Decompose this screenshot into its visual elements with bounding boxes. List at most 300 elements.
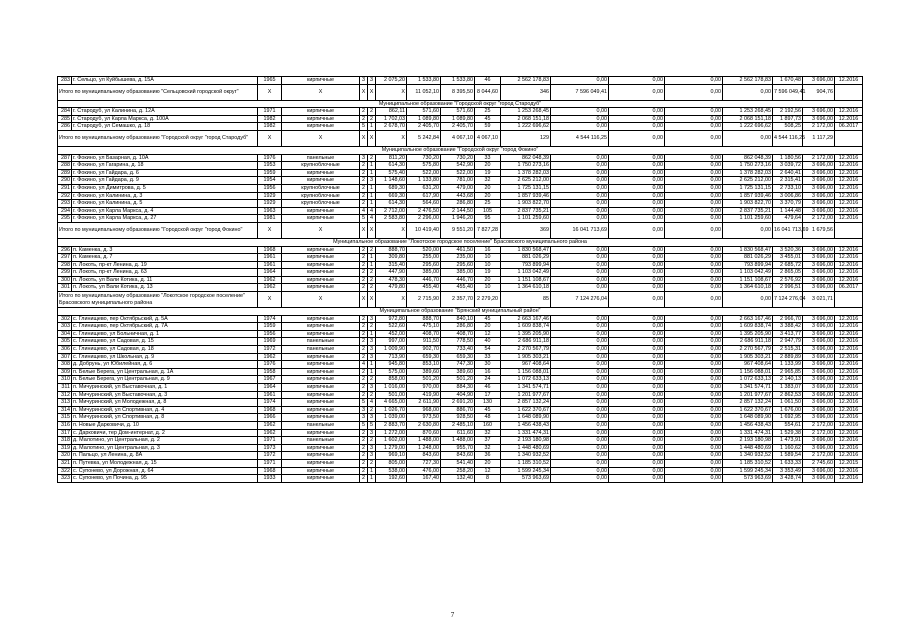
cost-per-sqm: 2 515,31 [773,346,803,354]
max-cost-per-sqm: 3 696,00 [803,184,835,192]
owner-funds: 1 395 205,90 [723,330,773,338]
completion-date: 12.2016 [835,346,863,354]
federal-funds: 0,00 [551,421,609,429]
living-area: 11 052,10 [407,84,441,100]
residents: 105 [475,207,501,215]
owner-funds: 1 622 370,67 [723,406,773,414]
owner-funds: 2 663 167,46 [723,315,773,323]
floors: 2 [360,384,368,392]
federal-funds: 4 544 116,25 [551,130,609,146]
max-cost-per-sqm: 3 696,00 [803,192,835,200]
row-number: 314 [58,406,72,414]
total-area: 858,00 [376,376,407,384]
regional-funds: 0,00 [609,162,665,170]
max-cost-per-sqm: 3 696,00 [803,414,835,422]
living-area: 476,00 [407,467,441,475]
max-cost-per-sqm: 3 696,00 [803,169,835,177]
floors: 2 [360,346,368,354]
local-funds: 0,00 [665,421,723,429]
residents: 46 [475,384,501,392]
federal-funds: 0,00 [551,192,609,200]
total-area: 522,60 [376,323,407,331]
residential-area: 389,60 [441,368,475,376]
max-cost-per-sqm: 3 696,00 [803,406,835,414]
cost-per-sqm: 1 633,33 [773,459,803,467]
living-area: 1 533,80 [407,77,441,85]
max-cost-per-sqm: 3 696,00 [803,276,835,284]
total-area: 1 026,70 [376,406,407,414]
cost-per-sqm: 2 865,05 [773,269,803,277]
total-area: 478,30 [376,276,407,284]
wall-material: кирпичные [282,368,360,376]
page-number: 7 [450,611,455,619]
address: г. Стародуб, ул Калинина, д. 12А [72,108,258,116]
year-built: 1972 [258,346,282,354]
residents: 25 [475,200,501,208]
local-funds: 0,00 [665,177,723,185]
wall-material: панельные [282,154,360,162]
year-built: X [258,84,282,100]
table-row [58,437,863,445]
year-built: 1954 [258,177,282,185]
total-area: 315,40 [376,261,407,269]
regional-funds: 0,00 [609,77,665,85]
living-area: 455,40 [407,284,441,292]
year-built: 1971 [258,437,282,445]
entrances: 3 [368,429,376,437]
federal-funds: 0,00 [551,361,609,369]
total-area: 1 009,90 [376,346,407,354]
owner-funds: 2 562 178,83 [723,77,773,85]
entrances: 1 [368,192,376,200]
residents: 17 [475,391,501,399]
total-cost: 1 830 568,47 [501,246,551,254]
max-cost-per-sqm: 3 696,00 [803,368,835,376]
total-cost: 1 609 838,74 [501,323,551,331]
residential-area: 4 067,10 [441,130,475,146]
address: г. Фокино, ул Гайдара, д. 6 [72,169,258,177]
total-cost: 1 750 273,16 [501,162,551,170]
row-number: 309 [58,368,72,376]
cost-per-sqm: 2 640,41 [773,169,803,177]
living-area: 2 611,90 [407,399,441,407]
completion-date: 12.2016 [835,192,863,200]
entrances: X [368,84,376,100]
max-cost-per-sqm: 3 696,00 [803,353,835,361]
floors: 2 [360,437,368,445]
living-area: 1 089,80 [407,115,441,123]
municipality-title: Муниципальное образование "Городской округ "город Фокино" [58,146,863,154]
cost-per-sqm: 3 039,72 [773,162,803,170]
local-funds: 0,00 [665,130,723,146]
residents: 12 [475,467,501,475]
max-cost-per-sqm: 3 696,00 [803,162,835,170]
owner-funds: 793 899,94 [723,261,773,269]
table-row [58,207,863,215]
residential-area: 571,60 [441,108,475,116]
table-row [58,284,863,292]
total-area: 2 712,00 [376,207,407,215]
completion-date: 12.2016 [835,169,863,177]
entrances: X [368,222,376,238]
completion-date: 12.2016 [835,437,863,445]
total-area: 1 039,00 [376,414,407,422]
floors: X [360,222,368,238]
row-number: 291 [58,184,72,192]
living-area: 520,00 [407,246,441,254]
residents: 24 [475,376,501,384]
address: п. Локоть, ул Вали Котика, д. 13 [72,284,258,292]
table-row [58,361,863,369]
floors: 2 [360,200,368,208]
completion-date: 12.2016 [835,444,863,452]
total-area: 575,00 [376,368,407,376]
cost-per-sqm: 1 180,56 [773,154,803,162]
completion-date: 06.2017 [835,123,863,131]
total-cost: 2 686 911,18 [501,338,551,346]
residential-area: 446,70 [441,276,475,284]
table-row [58,276,863,284]
year-built: X [258,292,282,308]
local-funds: 0,00 [665,346,723,354]
entrances: 2 [368,115,376,123]
table-row [58,215,863,223]
owner-funds: 1 599 245,34 [723,467,773,475]
total-cost: 1 253 268,45 [501,108,551,116]
entrances: 1 [368,467,376,475]
entrances: 1 [368,169,376,177]
entrances: 3 [368,414,376,422]
owner-funds: 1 101 259,60 [723,215,773,223]
completion-date: 12.2016 [835,207,863,215]
max-cost-per-sqm: 3 696,00 [803,399,835,407]
completion-date: 12.2016 [835,414,863,422]
cost-per-sqm: 3 370,79 [773,200,803,208]
table-row [58,192,863,200]
cost-per-sqm: 554,61 [773,421,803,429]
wall-material: кирпичные [282,475,360,483]
entrances: 2 [368,108,376,116]
floors: 2 [360,284,368,292]
max-cost-per-sqm: 3 696,00 [803,323,835,331]
total-cost: 1 456 438,43 [501,421,551,429]
subtotal-label: Итого по муниципальному образованию "Локотское городское поселение" Брасовского муниципального района [58,292,258,308]
completion-date: 12.2016 [835,261,863,269]
year-built: 1972 [258,452,282,460]
federal-funds: 0,00 [551,276,609,284]
entrances: 2 [368,246,376,254]
residential-area: 286,80 [441,200,475,208]
total-area: 972,80 [376,315,407,323]
residents: 8 [475,475,501,483]
section-header-row [58,308,863,316]
living-area: 2 476,50 [407,207,441,215]
owner-funds: 1 103 042,49 [723,269,773,277]
floors: 3 [360,414,368,422]
total-cost: 1 201 977,67 [501,391,551,399]
wall-material: кирпичные [282,452,360,460]
federal-funds: 0,00 [551,123,609,131]
federal-funds: 0,00 [551,215,609,223]
local-funds: 0,00 [665,399,723,407]
wall-material: кирпичные [282,115,360,123]
address: п. Мичуринский, ул Спортивная, д. 4 [72,406,258,414]
residents: 54 [475,346,501,354]
federal-funds: 0,00 [551,376,609,384]
regional-funds: 0,00 [609,414,665,422]
regional-funds: 0,00 [609,452,665,460]
section-header-row [58,100,863,108]
cost-per-sqm: 2 889,89 [773,353,803,361]
entrances: 3 [368,346,376,354]
year-built: 1982 [258,123,282,131]
municipality-title: Муниципальное образование "Брянский муниципальный район" [58,308,863,316]
federal-funds: 0,00 [551,184,609,192]
living-area: 419,90 [407,391,441,399]
total-area: 1 702,03 [376,115,407,123]
total-area: 997,00 [376,338,407,346]
local-funds: 0,00 [665,254,723,262]
residential-area: 1 533,80 [441,77,475,85]
total-area: 2 678,70 [376,123,407,131]
floors: 2 [360,368,368,376]
floors: 4 [360,361,368,369]
address: п. Пальцо, ул Ленина, д. 8А [72,452,258,460]
regional-funds: 0,00 [609,284,665,292]
owner-funds: 0,00 [723,84,773,100]
year-built: 1953 [258,162,282,170]
table-row [58,414,863,422]
section-header-row [58,238,863,246]
max-cost-per-sqm: 3 696,00 [803,467,835,475]
address: с. Глинищево, ул Школьная, д. 9 [72,353,258,361]
cost-per-sqm: 2 965,85 [773,368,803,376]
wall-material: кирпичные [282,254,360,262]
row-number: 312 [58,391,72,399]
entrances: 2 [368,376,376,384]
subtotal-row [58,130,863,146]
table-row [58,246,863,254]
completion-date: 12.2016 [835,391,863,399]
cost-per-sqm: 3 428,74 [773,475,803,483]
living-area: 659,30 [407,353,441,361]
residents: 45 [475,115,501,123]
row-number: 321 [58,459,72,467]
subtotal-row [58,84,863,100]
table-row [58,353,863,361]
wall-material: X [282,222,360,238]
table-row [58,452,863,460]
local-funds: 0,00 [665,162,723,170]
floors: 2 [360,338,368,346]
residents: 33 [475,154,501,162]
max-cost-per-sqm: 2 172,00 [803,215,835,223]
residents: 20 [475,276,501,284]
wall-material: кирпичные [282,284,360,292]
address: д. Добрунь, ул Юбилейная, д. 6 [72,361,258,369]
residential-area: 132,40 [441,475,475,483]
address: п. Мичуринский, ул Выставочная, д. 1 [72,384,258,392]
residential-area: 408,70 [441,330,475,338]
cost-per-sqm: 1 160,62 [773,444,803,452]
residents: 40 [475,338,501,346]
max-cost-per-sqm: 3 696,00 [803,207,835,215]
year-built: 1965 [258,77,282,85]
row-number: 287 [58,154,72,162]
completion-date: 12.2016 [835,406,863,414]
cost-per-sqm: 2 733,10 [773,184,803,192]
residential-area: 1 089,80 [441,115,475,123]
completion-date: 12.2016 [835,361,863,369]
regional-funds: 0,00 [609,368,665,376]
residents: 19 [475,269,501,277]
residential-area: 843,60 [441,452,475,460]
regional-funds: 0,00 [609,421,665,429]
owner-funds: 967 408,64 [723,361,773,369]
regional-funds: 0,00 [609,391,665,399]
row-number: 290 [58,177,72,185]
year-built: 1933 [258,475,282,483]
wall-material: кирпичные [282,414,360,422]
residents: 8 044,60 [475,84,501,100]
table-row [58,123,863,131]
entrances: 3 [368,452,376,460]
owner-funds: 1 830 568,47 [723,246,773,254]
cost-per-sqm: 1 144,48 [773,207,803,215]
row-number: 313 [58,399,72,407]
row-number: 310 [58,376,72,384]
max-cost-per-sqm: 2 745,60 [803,459,835,467]
total-cost: 1 599 245,34 [501,467,551,475]
living-area: 1 248,00 [407,444,441,452]
address: п. Каменка, д. 7 [72,254,258,262]
total-cost: 1 331 474,31 [501,429,551,437]
completion-date: 12.2016 [835,184,863,192]
table-row [58,421,863,429]
address: г. Сельцо, ул Куйбышева, д. 15А [72,77,258,85]
address: г. Фокино, ул Калинина, д. 3 [72,192,258,200]
living-area: 870,60 [407,429,441,437]
regional-funds: 0,00 [609,108,665,116]
residential-area: 404,90 [441,391,475,399]
residents: 20 [475,459,501,467]
residents: 48 [475,414,501,422]
owner-funds: 1 903 822,70 [723,200,773,208]
entrances: 2 [368,269,376,277]
total-cost: 1 340 932,52 [501,452,551,460]
completion-date: 12.2016 [835,177,863,185]
living-area: 968,00 [407,406,441,414]
row-number: 315 [58,414,72,422]
local-funds: 0,00 [665,330,723,338]
max-cost-per-sqm: 904,76 [803,84,835,100]
max-cost-per-sqm: 3 696,00 [803,108,835,116]
residential-area: 840,10 [441,315,475,323]
residents: 45 [475,315,501,323]
regional-funds: 0,00 [609,269,665,277]
row-number: 317 [58,429,72,437]
cost-per-sqm: 1 529,38 [773,429,803,437]
completion-date: 12.2016 [835,384,863,392]
entrances: 1 [368,184,376,192]
max-cost-per-sqm: 1 679,56 [803,222,835,238]
residential-area: 781,00 [441,177,475,185]
local-funds: 0,00 [665,353,723,361]
regional-funds: 0,00 [609,84,665,100]
total-area: 713,90 [376,353,407,361]
total-cost: 1 072 633,13 [501,376,551,384]
living-area: 911,50 [407,338,441,346]
year-built: 1962 [258,353,282,361]
max-cost-per-sqm: 2 172,00 [803,429,835,437]
residential-area: 1 946,20 [441,215,475,223]
wall-material: кирпичные [282,177,360,185]
completion-date: 12.2016 [835,399,863,407]
residential-area: 461,50 [441,246,475,254]
municipality-title: Муниципальное образование "Локотское городское поселение" Брасовского муниципального района [58,238,863,246]
max-cost-per-sqm: 3 696,00 [803,246,835,254]
federal-funds: 0,00 [551,338,609,346]
row-number: 316 [58,421,72,429]
address: с. Супонево, ул Дорожная, д. 64 [72,467,258,475]
address: п. Белые Берега, ул Центральная, д. 1А [72,368,258,376]
cost-per-sqm: 3 520,36 [773,246,803,254]
total-cost: 1 905 303,21 [501,353,551,361]
cost-per-sqm: 3 388,42 [773,323,803,331]
regional-funds: 0,00 [609,384,665,392]
register-body [58,77,863,483]
floors: 2 [360,376,368,384]
table-row [58,444,863,452]
floors: 2 [360,192,368,200]
row-number: 300 [58,276,72,284]
completion-date: 12.2016 [835,276,863,284]
living-area: 475,10 [407,323,441,331]
total-cost: 1 903 822,70 [501,200,551,208]
wall-material: крупноблочные [282,162,360,170]
row-number: 303 [58,323,72,331]
completion-date: 12.2016 [835,368,863,376]
local-funds: 0,00 [665,276,723,284]
total-cost: 2 663 167,46 [501,315,551,323]
floors: 3 [360,154,368,162]
year-built: 1956 [258,184,282,192]
wall-material: кирпичные [282,361,360,369]
floors: 2 [360,323,368,331]
wall-material: крупноблочные [282,200,360,208]
table-row [58,269,863,277]
residential-area: 542,90 [441,162,475,170]
max-cost-per-sqm: 3 696,00 [803,269,835,277]
entrances: 3 [368,353,376,361]
residents: 4 067,10 [475,130,501,146]
total-cost: 573 963,69 [501,475,551,483]
entrances: 3 [368,177,376,185]
cost-per-sqm: 1 061,50 [773,399,803,407]
federal-funds: 0,00 [551,115,609,123]
residents: 10 [475,284,501,292]
owner-funds: 1 448 480,69 [723,444,773,452]
owner-funds: 1 725 131,15 [723,184,773,192]
wall-material: панельные [282,338,360,346]
max-cost-per-sqm: 3 696,00 [803,346,835,354]
entrances: 1 [368,200,376,208]
federal-funds: 0,00 [551,452,609,460]
local-funds: 0,00 [665,123,723,131]
entrances: 2 [368,276,376,284]
floors: 2 [360,315,368,323]
local-funds: 0,00 [665,284,723,292]
